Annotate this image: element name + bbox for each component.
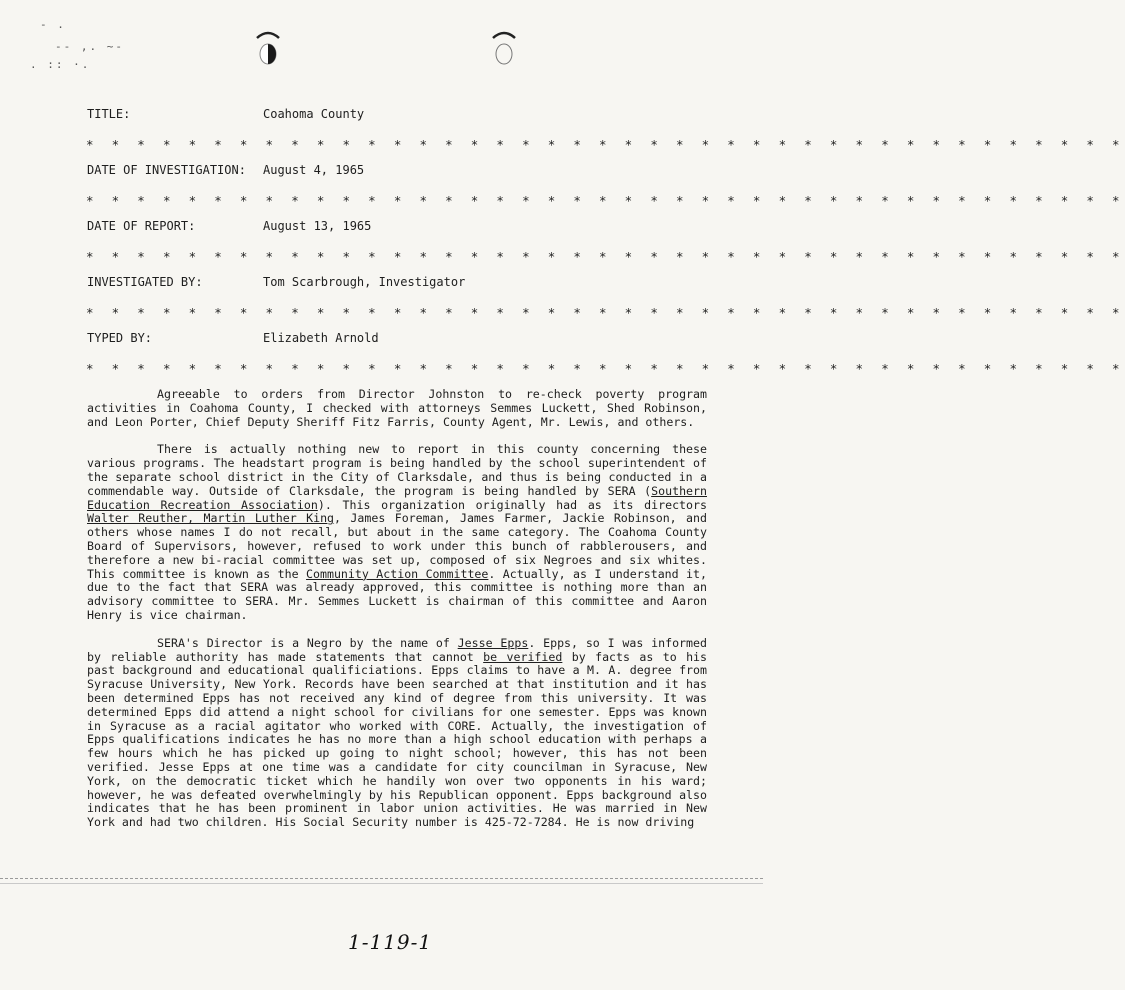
investigated-by-value: Tom Scarbrough, Investigator <box>263 275 466 289</box>
paragraph-3-text: SERA's Director is a Negro by the name of <box>157 635 458 650</box>
committee-name: Community Action Committee <box>306 566 489 581</box>
sera-name: Southern Education Recreation Association <box>87 483 707 512</box>
punch-hole-icon <box>253 30 283 68</box>
page-number: 1-119-1 <box>348 930 433 954</box>
separator-line: * * * * * * * * * * * * * * * * * * * * * * * * * * * * * * * * * * * * * * * * * <box>86 361 1125 376</box>
title-label: TITLE: <box>87 107 131 121</box>
separator-line: * * * * * * * * * * * * * * * * * * * * * * * * * * * * * * * * * * * * * * * * * <box>86 305 1125 320</box>
date-of-investigation-value: August 4, 1965 <box>263 163 365 177</box>
scan-smudge: -- ,. ~- <box>55 40 124 53</box>
paragraph-2-text: , James Foreman, James Farmer, Jackie Robinson, and others whose names I do not recall, but about in the same category. The Coahoma County Board of Supervisors, however, refused to work under this bunch of rabblerousers, and therefore a new bi-racial committee was set up, composed of six Negroes and six whites. This committee is known as the <box>87 511 707 581</box>
scan-smudge: . :: ·. <box>30 58 91 71</box>
paragraph-1: Agreeable to orders from Director Johnston to re-check poverty program activities in Coahoma County, I checked with attorneys Semmes Luckett, Shed Robinson, and Leon Porter, Chief Deputy Sheriff Fitz Farris, County Agent, Mr. Lewis, and others. <box>87 387 707 429</box>
typed-by-label: TYPED BY: <box>87 331 153 345</box>
separator-line: * * * * * * * * * * * * * * * * * * * * * * * * * * * * * * * * * * * * * * * * * <box>86 137 1125 152</box>
separator-line: * * * * * * * * * * * * * * * * * * * * * * * * * * * * * * * * * * * * * * * * * <box>86 249 1125 264</box>
paragraph-2-text: . Actually, as I understand it, due to the fact that SERA was already approved, this committee is nothing more than an advisory committee to SERA. Mr. Semmes Luckett is chairman of this committee and Aaron Henry is vice chairman. <box>87 566 707 622</box>
director-names: Walter Reuther, Martin Luther King <box>87 511 335 526</box>
investigated-by-label: INVESTIGATED BY: <box>87 275 203 289</box>
date-of-report-value: August 13, 1965 <box>263 219 372 233</box>
paragraph-3-text: . Epps, so I was informed by reliable authority has made statements that cannot <box>87 635 707 664</box>
page-divider <box>0 878 763 880</box>
paragraph-2 <box>87 443 707 622</box>
paragraph-2-text: There is actually nothing new to report in this county concerning these various programs. The headstart program is being handled by the school superintendent of the separate school district in the City of Clarksdale, and thus is being conducted in a commendable way. Outside of Clarksdale, the program is being handled by SERA ( <box>87 442 707 498</box>
verified-phrase: be verified <box>483 649 563 664</box>
paragraph-3 <box>87 637 707 830</box>
punch-hole-icon <box>489 30 519 68</box>
director-name: Jesse Epps <box>457 635 529 650</box>
typed-by-value: Elizabeth Arnold <box>263 331 379 345</box>
date-of-investigation-label: DATE OF INVESTIGATION: <box>87 163 246 177</box>
paragraph-3-text: by facts as to his past background and educational qualificiations. Epps claims to have a M. A. degree from Syracuse University, New York. Records have been searched at that institution and it has been determined Epps has not received any kind of degree from this university. It was determined Epps did attend a night school for civilians for one semester. Epps was known in Syracuse as a racial agitator who worked with CORE. Actually, the investigation of Epps qualifications indicates he has no more than a high school education with perhaps a few hours which he has picked up going to night school; however, this has not been verified. Jesse Epps at one time was a candidate for city councilman in Syracuse, New York, on the democratic ticket which he handily won over two opponents in his ward; however, he was defeated overwhelmingly by his Republican opponent. Epps background also indicates that he has been prominent in labor union activities. He was married in New York and had two children. His Social Security number is 425-72-7284. He is now driving <box>87 649 708 830</box>
title-value: Coahoma County <box>263 107 365 121</box>
page-divider <box>0 883 763 885</box>
date-of-report-label: DATE OF REPORT: <box>87 219 196 233</box>
report-body <box>87 388 707 844</box>
separator-line: * * * * * * * * * * * * * * * * * * * * * * * * * * * * * * * * * * * * * * * * * <box>86 193 1125 208</box>
scan-smudge: - . <box>40 18 66 31</box>
paragraph-2-text: ). This organization originally had as its directors <box>317 497 707 512</box>
